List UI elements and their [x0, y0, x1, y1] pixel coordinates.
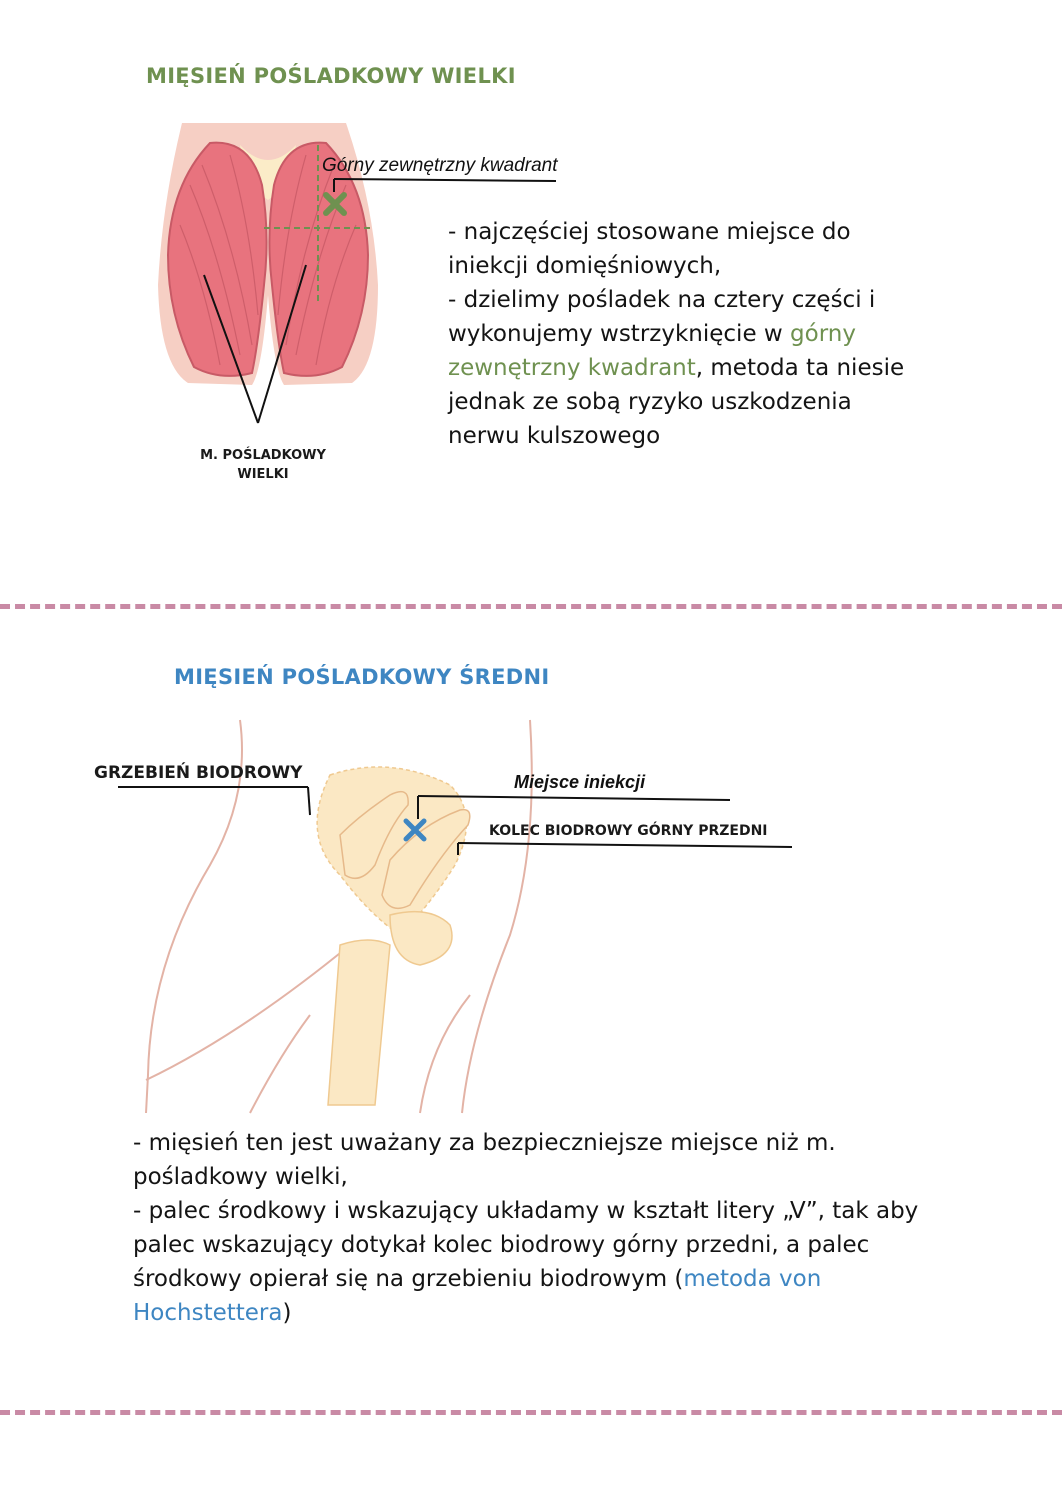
section-divider-top — [0, 604, 1062, 609]
quadrant-label: Górny zewnętrzny kwadrant — [322, 155, 558, 176]
quadrant-highlight: górny zewnętrzny kwadrant — [448, 321, 856, 381]
section1-paragraph1: - najczęściej stosowane miejsce do iniekcji domięśniowych, — [448, 219, 851, 279]
section-divider-bottom — [0, 1410, 1062, 1415]
paragraph2-start: - dzielimy pośladek na cztery części i wykonujemy wstrzyknięcie w — [448, 287, 876, 347]
injection-site-label: Miejsce iniekcji — [514, 772, 646, 792]
section2-text — [133, 1126, 933, 1330]
section2-paragraph2 — [133, 1194, 933, 1330]
paragraph2-end: ) — [282, 1300, 292, 1326]
paragraph2-start: - palec środkowy i wskazujący układamy w kształt litery „V”, tak aby palec wskazujący dotykał kolec biodrowy górny przedni, a palec środkowy opierał się na grzebieniu biodrowym ( — [133, 1198, 919, 1292]
method-highlight: metoda von Hochstettera — [133, 1266, 822, 1326]
spine-label: KOLEC BIODROWY GÓRNY PRZEDNI — [489, 823, 768, 839]
muscle-label-line2: WIELKI — [237, 467, 289, 482]
section2-paragraph1: - mięsień ten jest uważany za bezpieczniejsze miejsce niż m. pośladkowy wielki, — [133, 1130, 836, 1190]
section1-title: MIĘSIEŃ POŚLADKOWY WIELKI — [146, 64, 516, 88]
muscle-label — [180, 446, 346, 484]
paragraph2-end: , metoda ta niesie jednak ze sobą ryzyko uszkodzenia nerwu kulszowego — [448, 355, 905, 449]
crest-label: GRZEBIEŃ BIODROWY — [94, 763, 303, 783]
muscle-label-line1: M. POŚLADKOWY — [200, 448, 326, 463]
section1-text — [448, 215, 928, 453]
section2-title: MIĘSIEŃ POŚLADKOWY ŚREDNI — [174, 665, 550, 689]
section1-paragraph2 — [448, 283, 928, 453]
